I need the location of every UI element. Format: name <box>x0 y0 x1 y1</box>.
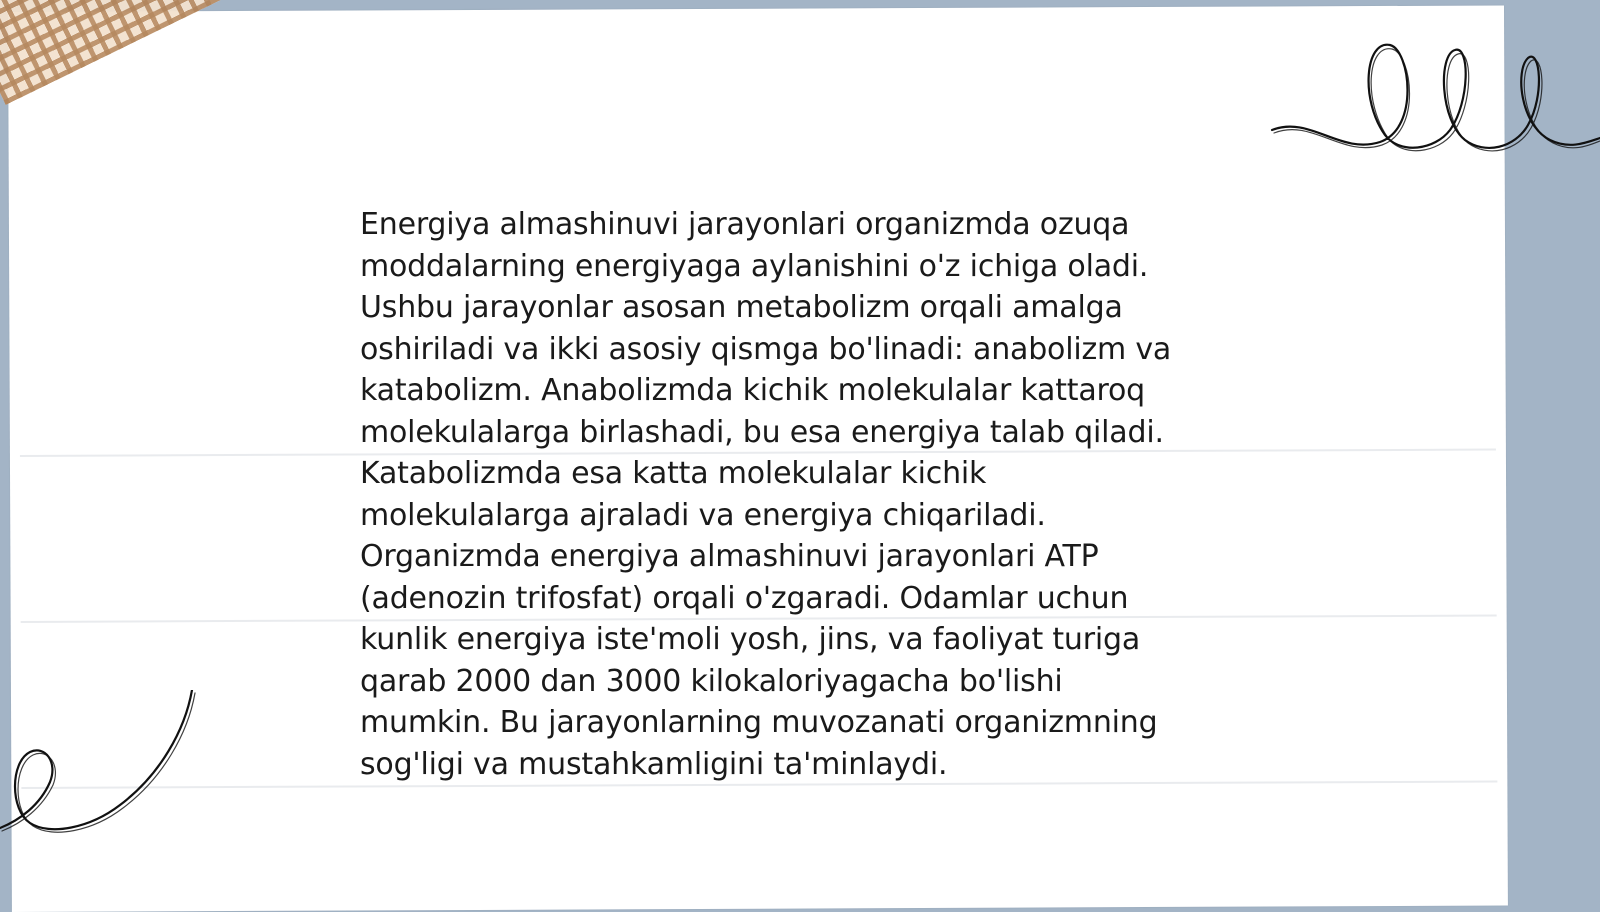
slide-body-text: Energiya almashinuvi jarayonlari organizmda ozuqa moddalarning energiyaga aylanishini o'z ichiga oladi. Ushbu jarayonlar asosan metabolizm orqali amalga oshiriladi va ikki asosiy qismga bo'linadi: anabolizm va katabolizm. Anabolizmda kichik molekulalar kattaroq molekulalarga birlashadi, bu esa energiya talab qiladi. Katabolizmda esa katta molekulalar kichik molekulalarga ajraladi va energiya chiqariladi. Organizmda energiya almashinuvi jarayonlari ATP (adenozin trifosfat) orqali o'zgaradi. Odamlar uchun kunlik energiya iste'moli yosh, jins, va faoliyat turiga qarab 2000 dan 3000 kilokaloriyagacha bo'lishi mumkin. Bu jarayonlarning muvozanati organizmning sog'ligi va mustahkamligini ta'minlaydi. <box>360 207 1172 782</box>
loop-swoosh-icon <box>0 690 200 850</box>
loop-scribble-icon <box>1270 30 1600 170</box>
gingham-tape-icon <box>0 0 520 105</box>
